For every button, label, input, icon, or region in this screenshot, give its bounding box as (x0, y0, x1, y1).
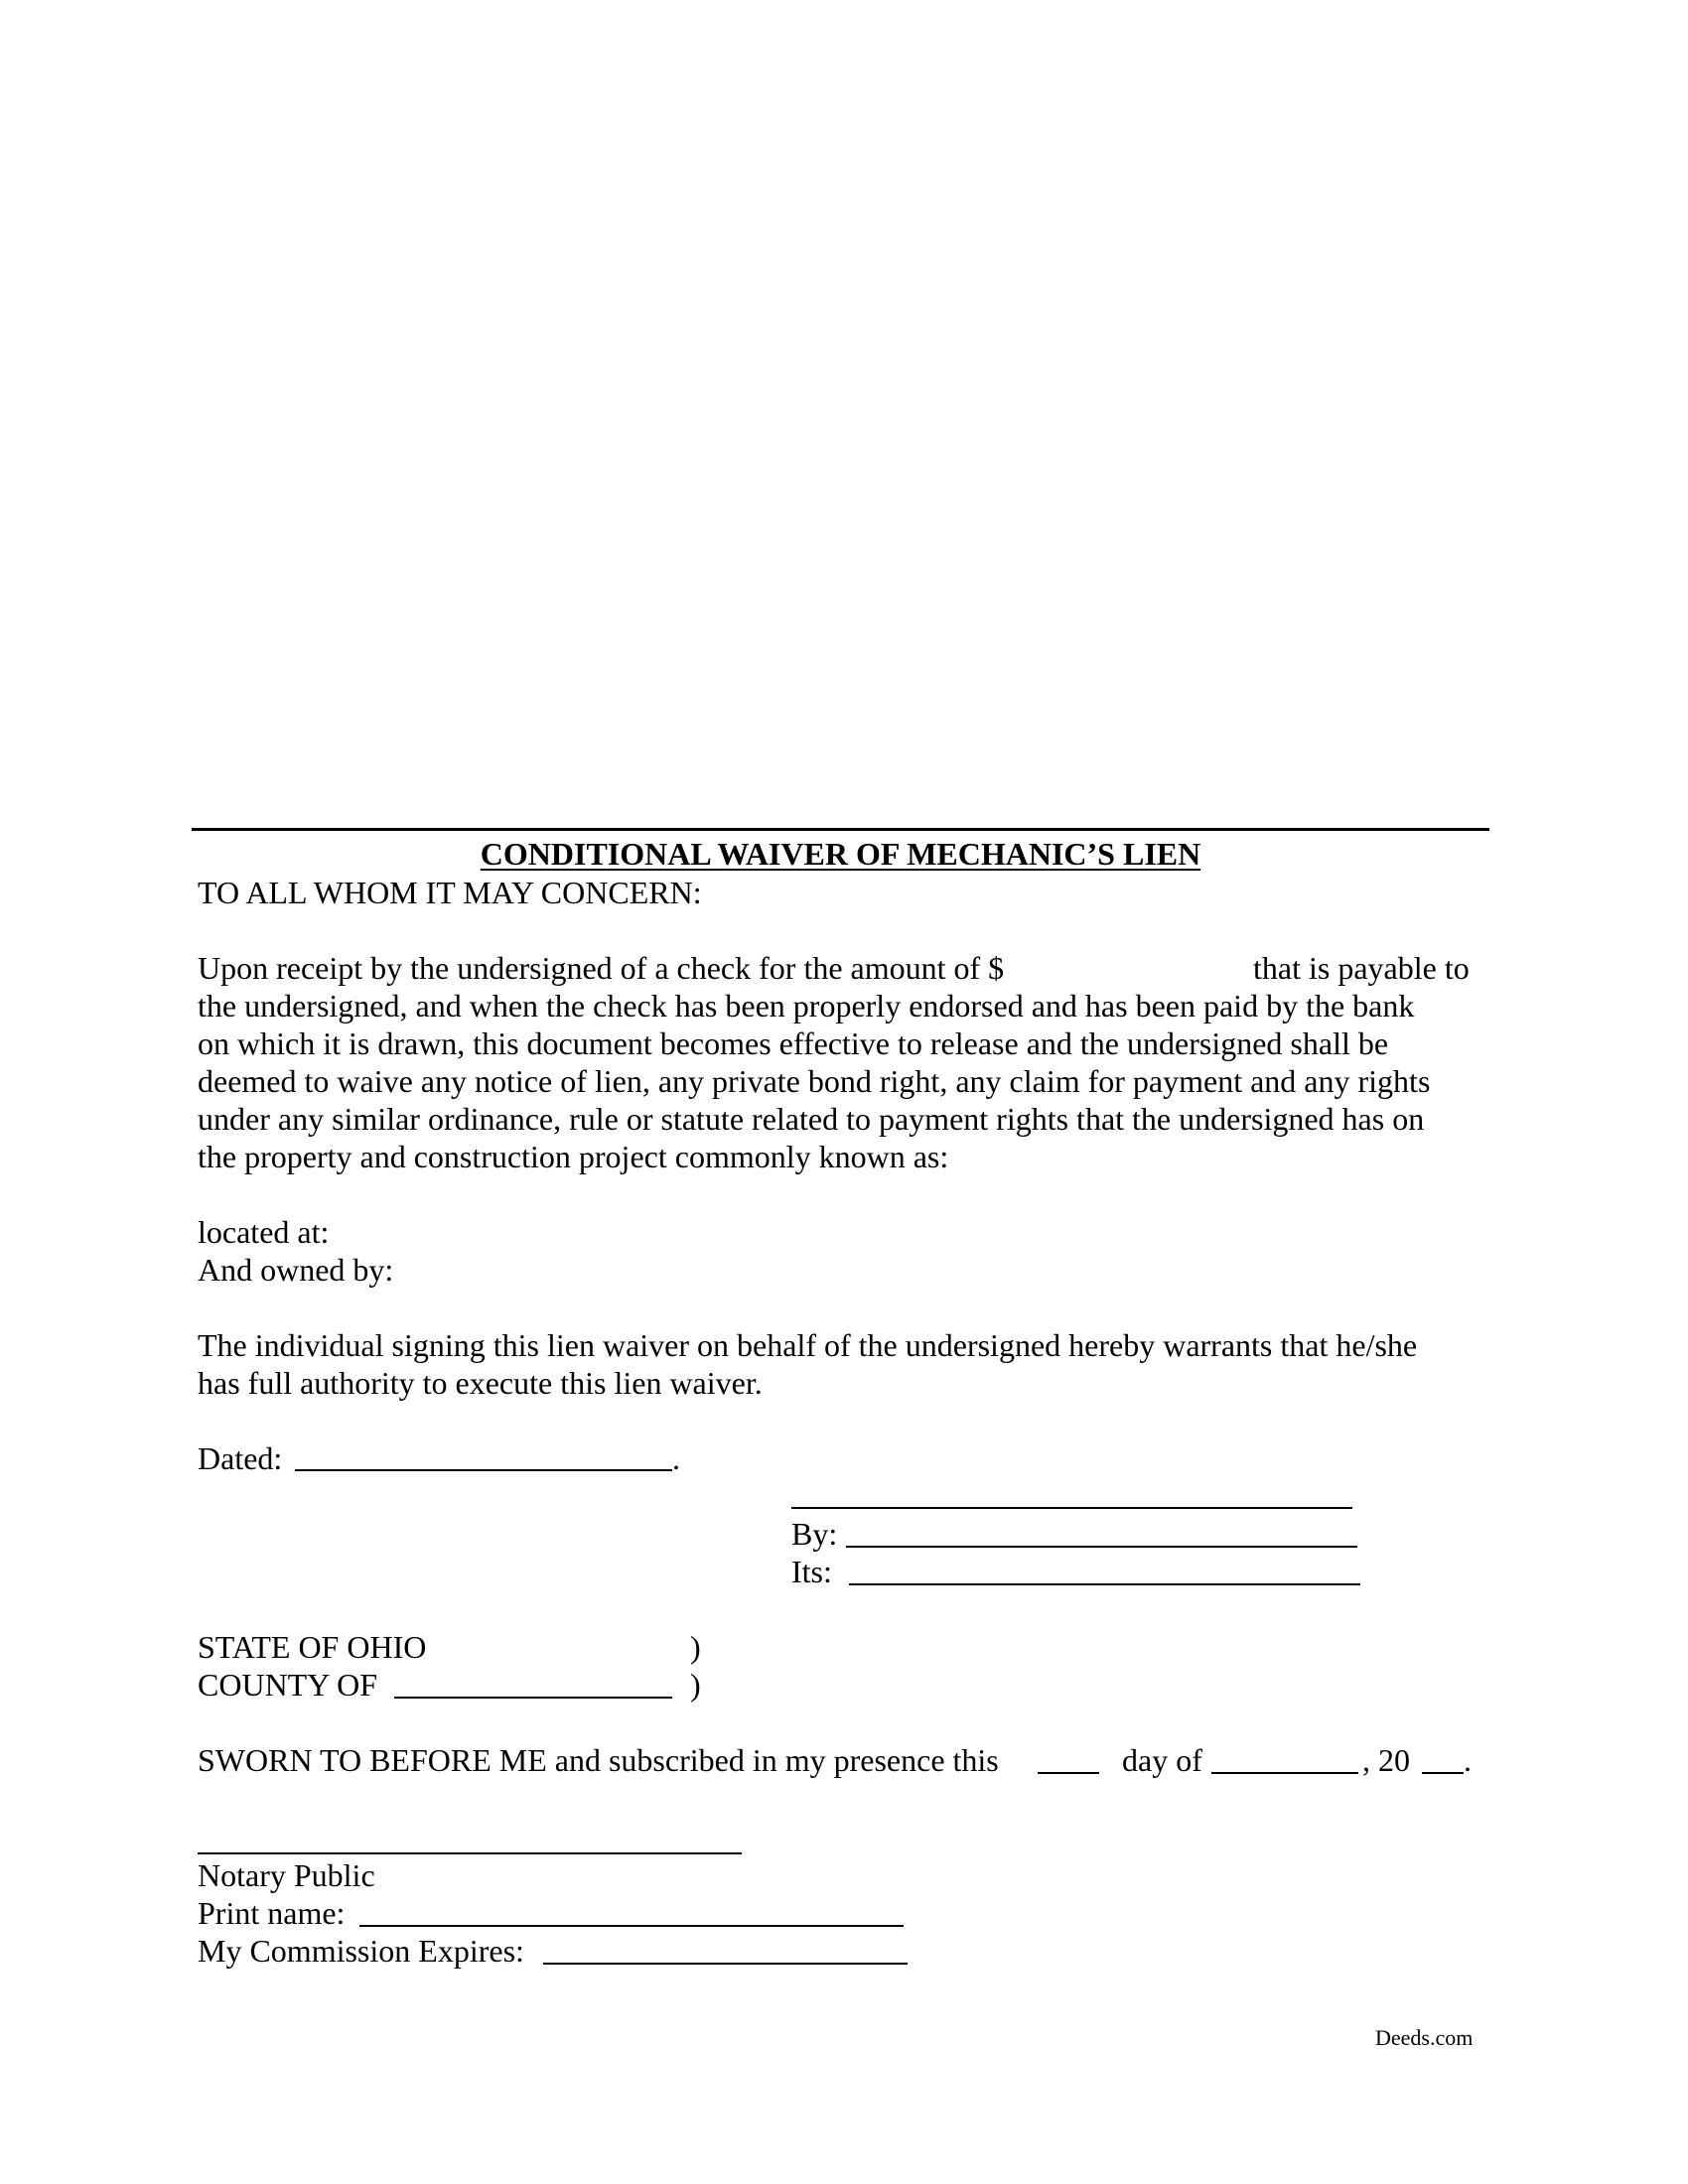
body-line-3: on which it is drawn, this document becomes effective to release and the undersigned shall be (198, 1025, 1389, 1061)
sworn-day-blank[interactable] (1038, 1772, 1099, 1774)
state-paren: ) (690, 1629, 701, 1665)
its-label: Its: (791, 1554, 832, 1589)
sworn-period: . (1464, 1742, 1472, 1778)
state-label: STATE OF OHIO (198, 1629, 427, 1665)
print-name-label: Print name: (198, 1895, 346, 1931)
dated-label: Dated: (198, 1440, 283, 1476)
body-line-4: deemed to waive any notice of lien, any private bond right, any claim for payment and any rights (198, 1063, 1431, 1099)
owned-by-label: And owned by: (198, 1252, 394, 1288)
authority-line-1: The individual signing this lien waiver on behalf of the undersigned hereby warrants that he/she (198, 1327, 1418, 1363)
signature-blank[interactable] (791, 1507, 1352, 1509)
body-line-1-end: that is payable to (1253, 950, 1470, 986)
print-name-blank[interactable] (359, 1925, 904, 1927)
sworn-day-of: day of (1122, 1742, 1202, 1778)
footer-brand: Deeds.com (1375, 2025, 1474, 2050)
sworn-text: SWORN TO BEFORE ME and subscribed in my presence this (198, 1742, 999, 1778)
body-line-6: the property and construction project commonly known as: (198, 1139, 949, 1174)
commission-label: My Commission Expires: (198, 1933, 524, 1969)
body-line-2: the undersigned, and when the check has been properly endorsed and has been paid by the bank (198, 988, 1415, 1024)
its-blank[interactable] (849, 1583, 1360, 1585)
dated-suffix: . (672, 1440, 680, 1476)
county-paren: ) (690, 1667, 701, 1703)
sworn-month-blank[interactable] (1211, 1772, 1358, 1774)
dated-blank[interactable] (295, 1469, 672, 1471)
salutation: TO ALL WHOM IT MAY CONCERN: (198, 875, 702, 910)
authority-line-2: has full authority to execute this lien waiver. (198, 1365, 763, 1401)
by-blank[interactable] (846, 1546, 1357, 1548)
commission-blank[interactable] (543, 1963, 908, 1965)
top-rule (192, 828, 1489, 831)
notary-signature-blank[interactable] (198, 1852, 742, 1854)
body-line-1: Upon receipt by the undersigned of a check for the amount of $ (198, 950, 1005, 986)
county-label: COUNTY OF (198, 1667, 378, 1703)
notary-public-label: Notary Public (198, 1857, 375, 1893)
sworn-year-prefix: , 20 (1362, 1742, 1410, 1778)
county-blank[interactable] (394, 1697, 672, 1699)
sworn-year-blank[interactable] (1422, 1772, 1464, 1774)
document-title: CONDITIONAL WAIVER OF MECHANIC’S LIEN (480, 836, 1201, 872)
located-at-label: located at: (198, 1214, 330, 1250)
body-line-5: under any similar ordinance, rule or statute related to payment rights that the undersigned has on (198, 1101, 1425, 1137)
by-label: By: (791, 1516, 838, 1552)
